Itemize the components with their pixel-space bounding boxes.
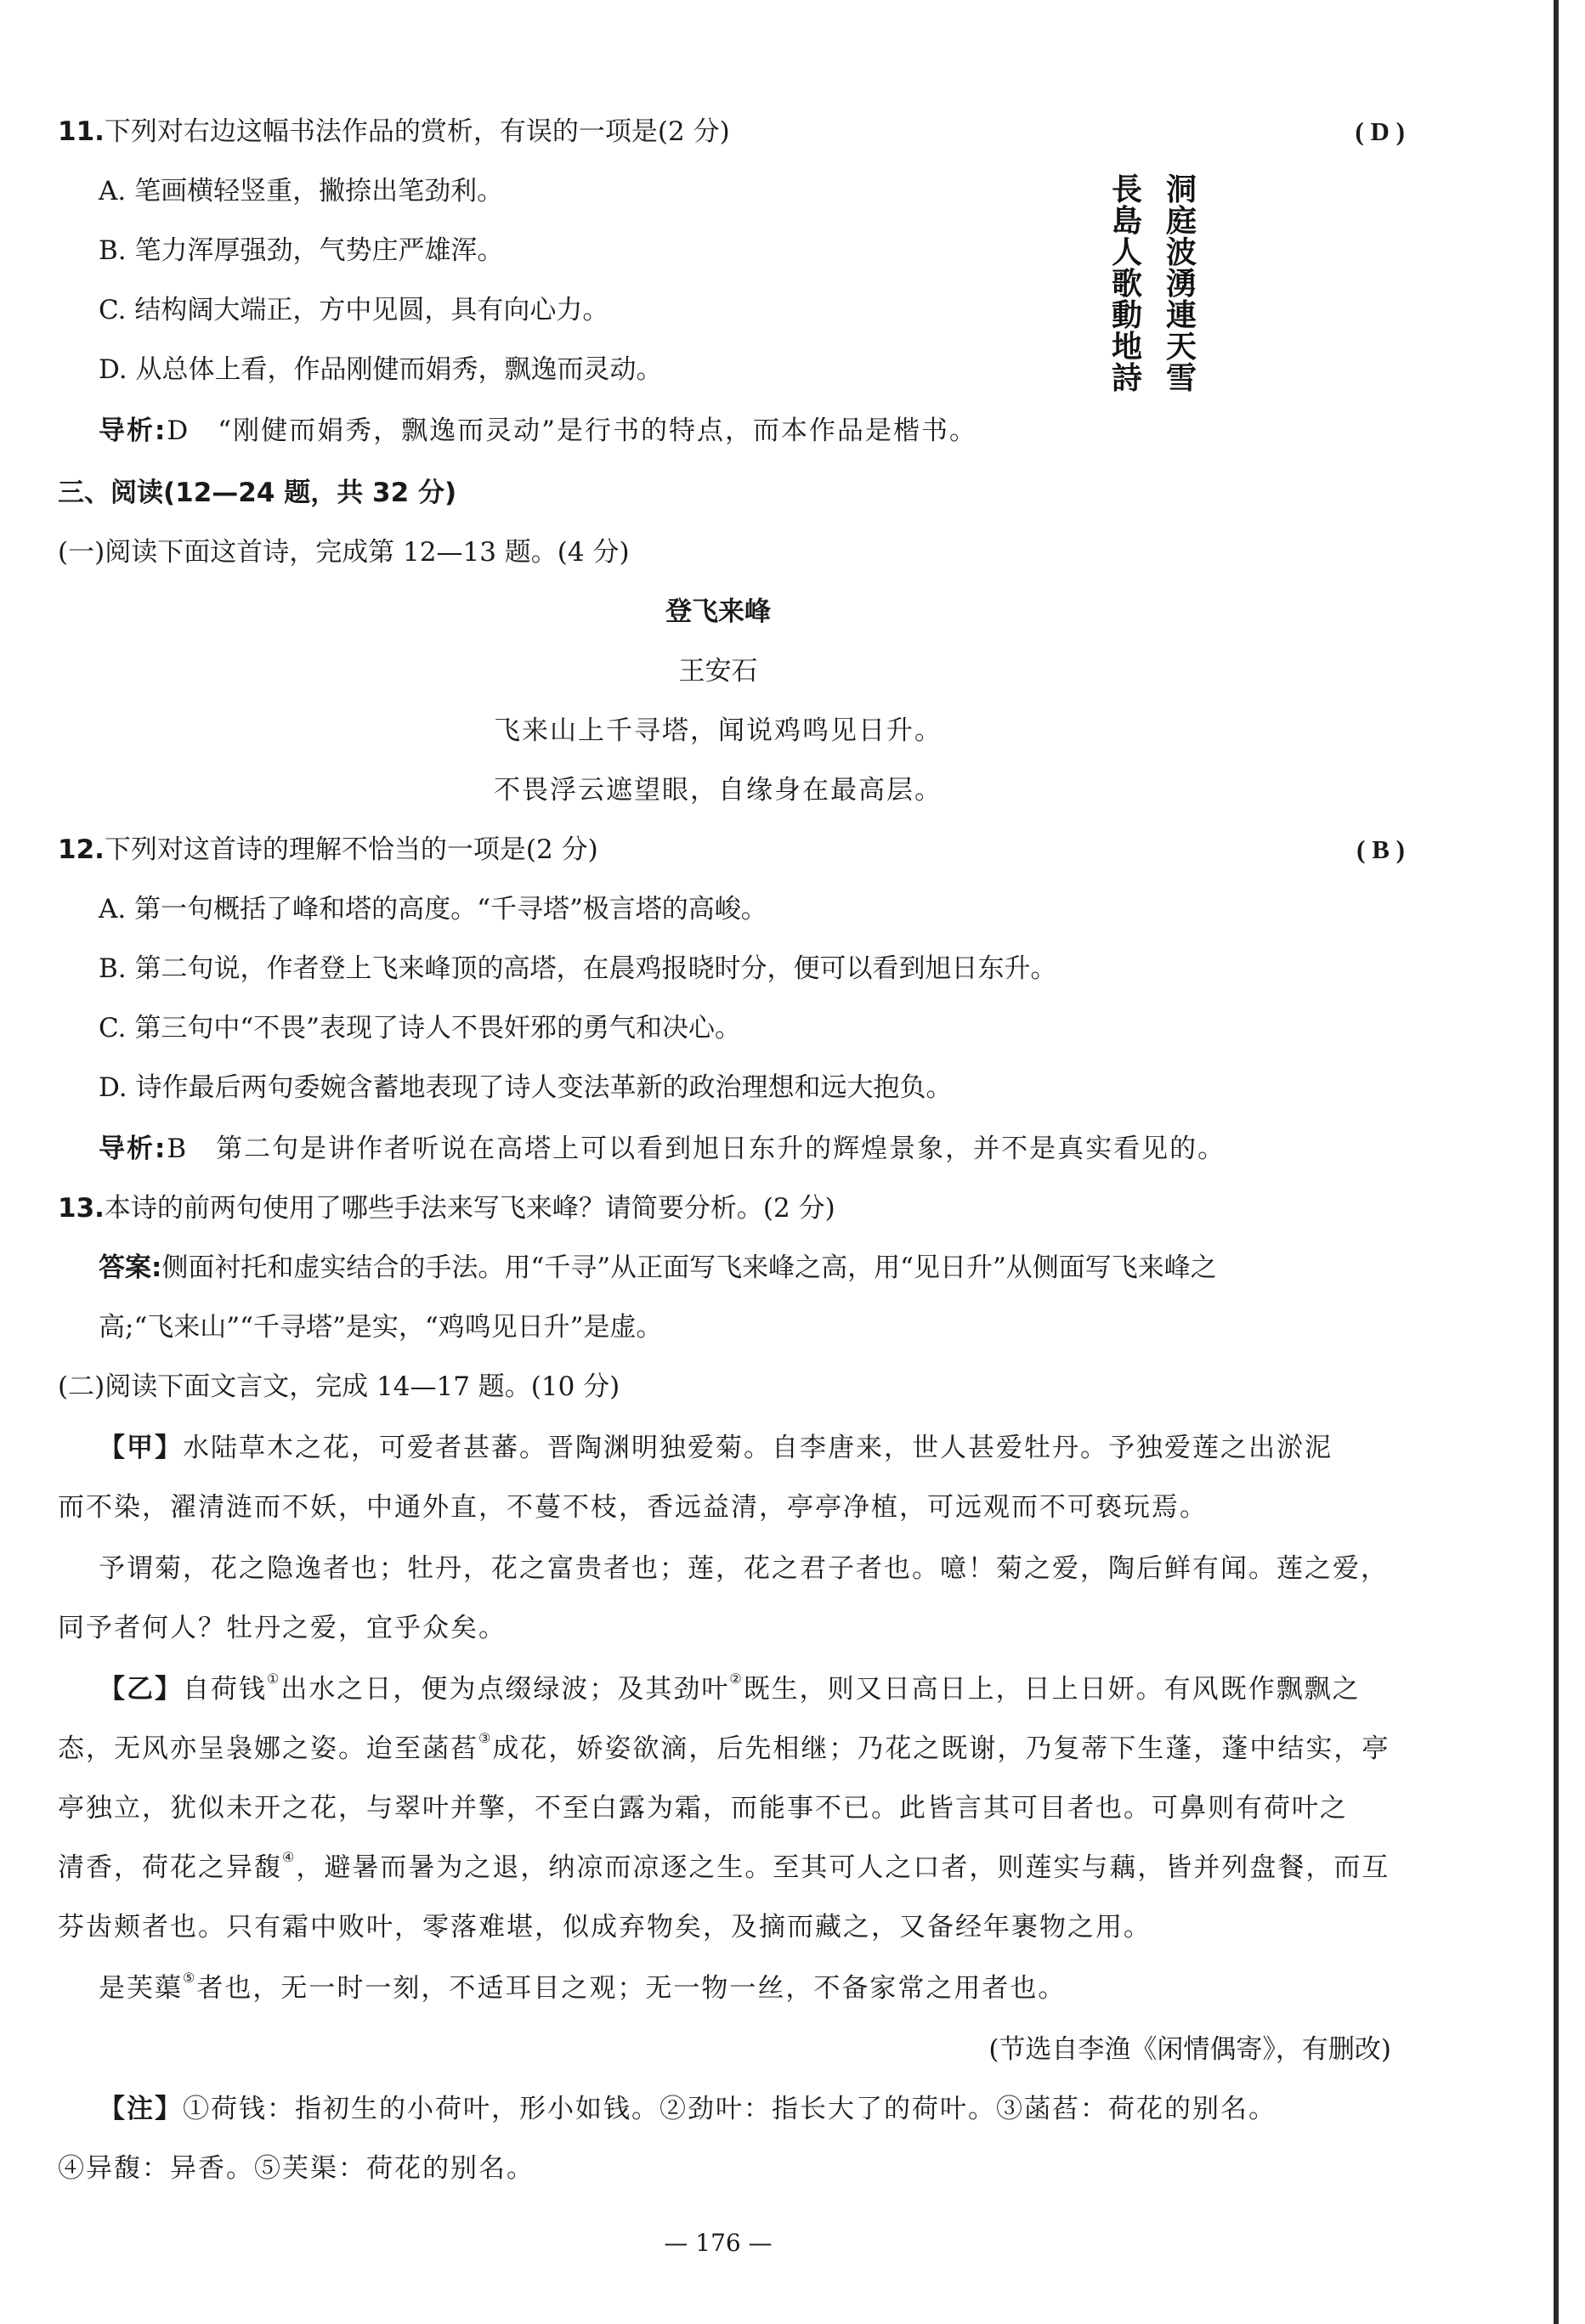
calligraphy-char: 島	[1111, 203, 1142, 239]
calligraphy-char: 波	[1165, 235, 1197, 270]
part1-intro: (一)阅读下面这首诗，完成第 12—13 题。(4 分)	[58, 537, 630, 568]
yi-line-2	[58, 1730, 1390, 1767]
section-heading: 三、阅读(12—24 题，共 32 分)	[58, 478, 457, 508]
q12-answer: ( B )	[1356, 834, 1405, 864]
q12-option-c: C. 第三句中“不畏”表现了诗人不畏奸邪的勇气和决心。	[99, 1013, 742, 1043]
calligraphy-char: 詩	[1111, 360, 1142, 396]
answer-label: 答案:	[99, 1252, 162, 1283]
calligraphy-char: 地	[1111, 329, 1142, 365]
calligraphy-char: 湧	[1165, 266, 1197, 302]
notes-line-1	[99, 2090, 1276, 2128]
q11-option-a: A. 笔画横轻竖重，撇捺出笔劲利。	[99, 176, 504, 206]
q13-text: 本诗的前两句使用了哪些手法来写飞来峰？请简要分析。(2 分)	[104, 1193, 835, 1224]
guide-text: B 第二句是讲作者听说在高塔上可以看到旭日东升的辉煌景象，并不是真实看见的。	[167, 1134, 1226, 1164]
source-citation: (节选自李渔《闲情偶寄》，有删改)	[988, 2034, 1391, 2065]
calligraphy-char: 雪	[1165, 360, 1197, 396]
footnote-ref: ③	[478, 1730, 493, 1746]
notes-label: 【注】	[99, 2094, 183, 2124]
calligraphy-char: 長	[1111, 172, 1142, 207]
poem-line-1: 飞来山上千寻塔，闻说鸡鸣见日升。	[494, 715, 943, 746]
q11-option-b: B. 笔力浑厚强劲，气势庄严雄浑。	[99, 235, 504, 266]
answer-text: 侧面衬托和虚实结合的手法。用“千寻”从正面写飞来峰之高，用“见日升”从侧面写飞来峰之	[161, 1252, 1217, 1283]
footnote-ref: ②	[729, 1671, 744, 1687]
yi-text: 成花，娇姿欲滴，后先相继；乃花之既谢，乃复蒂下生蓬，蓬中结实，亭	[492, 1733, 1390, 1764]
q13-answer-line-2: 高;“飞来山”“千寻塔”是实，“鸡鸣见日升”是虚。	[99, 1312, 663, 1343]
guide-label: 导析:	[99, 416, 167, 446]
jia-label: 【甲】	[99, 1433, 183, 1463]
q12-option-a: A. 第一句概括了峰和塔的高度。“千寻塔”极言塔的高峻。	[99, 894, 767, 925]
calligraphy-char: 連	[1165, 297, 1197, 333]
jia-line-3: 予谓菊，花之隐逸者也；牡丹，花之富贵者也；莲，花之君子者也。噫！菊之爱，陶后鲜有闻。莲之爱，	[99, 1553, 1389, 1584]
q12-stem	[58, 831, 598, 868]
jia-text: 水陆草木之花，可爱者甚蕃。晋陶渊明独爱菊。自李唐来，世人甚爱牡丹。予独爱莲之出淤泥	[183, 1433, 1333, 1463]
calligraphy-char: 洞	[1165, 172, 1197, 207]
footnote-ref: ①	[267, 1671, 281, 1687]
q11-number: 11.	[58, 116, 105, 147]
yi-text: 态，无风亦呈袅娜之姿。迨至菡萏	[58, 1733, 478, 1764]
yi-text: 既生，则又日高日上，日上日妍。有风既作飘飘之	[743, 1674, 1361, 1705]
yi-text: 是芙蕖	[99, 1973, 183, 2004]
yi-label: 【乙】	[99, 1674, 183, 1705]
guide-label: 导析:	[99, 1134, 167, 1164]
yi-text: 自荷钱	[183, 1674, 267, 1705]
poem-line-2: 不畏浮云遮望眼，自缘身在最高层。	[494, 775, 943, 806]
guide-text: D “刚健而娟秀，飘逸而灵动”是行书的特点，而本作品是楷书。	[167, 416, 977, 446]
q12-guide	[99, 1130, 1226, 1168]
page-number: — 176 —	[664, 2229, 773, 2257]
q12-number: 12.	[58, 834, 105, 865]
yi-line-1	[99, 1671, 1361, 1708]
poem-title: 登飞来峰	[665, 597, 771, 627]
q13-number: 13.	[58, 1193, 105, 1224]
yi-line-4	[58, 1849, 1390, 1886]
part2-intro: (二)阅读下面文言文，完成 14—17 题。(10 分)	[58, 1371, 620, 1402]
q11-option-c: C. 结构阔大端正，方中见圆，具有向心力。	[99, 295, 609, 325]
scan-edge	[1554, 0, 1559, 2324]
yi-line-5: 芬齿颊者也。只有霜中败叶，零落难堪，似成弃物矣，及摘而藏之，又备经年裹物之用。	[58, 1912, 1152, 1942]
q11-answer: ( D )	[1355, 116, 1405, 146]
calligraphy-char: 動	[1111, 297, 1142, 333]
calligraphy-artwork	[1100, 174, 1210, 421]
calligraphy-char: 庭	[1165, 203, 1197, 239]
q12-text: 下列对这首诗的理解不恰当的一项是(2 分)	[104, 834, 598, 865]
calligraphy-col-left	[1105, 174, 1149, 394]
calligraphy-char: 歌	[1111, 266, 1142, 302]
notes-line-2: ④异馥：异香。⑤芙渠：荷花的别名。	[58, 2153, 535, 2184]
calligraphy-char: 天	[1165, 329, 1197, 365]
yi-text: 者也，无一时一刻，不适耳目之观；无一物一丝，不备家常之用者也。	[196, 1973, 1067, 2004]
yi-text: 清香，荷花之异馥	[58, 1852, 282, 1883]
footnote-ref: ⑤	[183, 1970, 197, 1986]
q12-option-d: D. 诗作最后两句委婉含蓄地表现了诗人变法革新的政治理想和远大抱负。	[99, 1072, 953, 1103]
q13-answer-line-1	[99, 1249, 1217, 1286]
calligraphy-col-right	[1159, 174, 1203, 394]
yi-text: 出水之日，便为点缀绿波；及其劲叶	[280, 1674, 730, 1705]
notes-text: ①荷钱：指初生的小荷叶，形小如钱。②劲叶：指长大了的荷叶。③菡萏：荷花的别名。	[183, 2094, 1276, 2124]
jia-line-4: 同予者何人？牡丹之爱，宜乎众矣。	[58, 1613, 507, 1643]
yi-line-3: 亭独立，犹似未开之花，与翠叶并擎，不至白露为霜，而能事不已。此皆言其可目者也。可鼻则有荷叶之	[58, 1793, 1348, 1824]
q12-option-b: B. 第二句说，作者登上飞来峰顶的高塔，在晨鸡报晓时分，便可以看到旭日东升。	[99, 953, 1057, 984]
q11-option-d: D. 从总体上看，作品刚健而娟秀，飘逸而灵动。	[99, 354, 663, 385]
jia-line-1	[99, 1429, 1333, 1467]
yi-line-6	[99, 1970, 1066, 2007]
q11-text: 下列对右边这幅书法作品的赏析，有误的一项是(2 分)	[104, 116, 730, 147]
footnote-ref: ④	[282, 1849, 297, 1865]
jia-line-2: 而不染，濯清涟而不妖，中通外直，不蔓不枝，香远益清，亭亭净植，可远观而不可亵玩焉。	[58, 1492, 1208, 1523]
poem-author: 王安石	[678, 656, 758, 687]
calligraphy-char: 人	[1111, 235, 1142, 270]
q11-stem	[58, 113, 730, 150]
q11-guide	[99, 412, 977, 450]
q13-stem	[58, 1190, 835, 1227]
yi-text: ，避暑而暑为之退，纳凉而凉逐之生。至其可人之口者，则莲实与藕，皆并列盘餐，而互	[296, 1852, 1390, 1883]
